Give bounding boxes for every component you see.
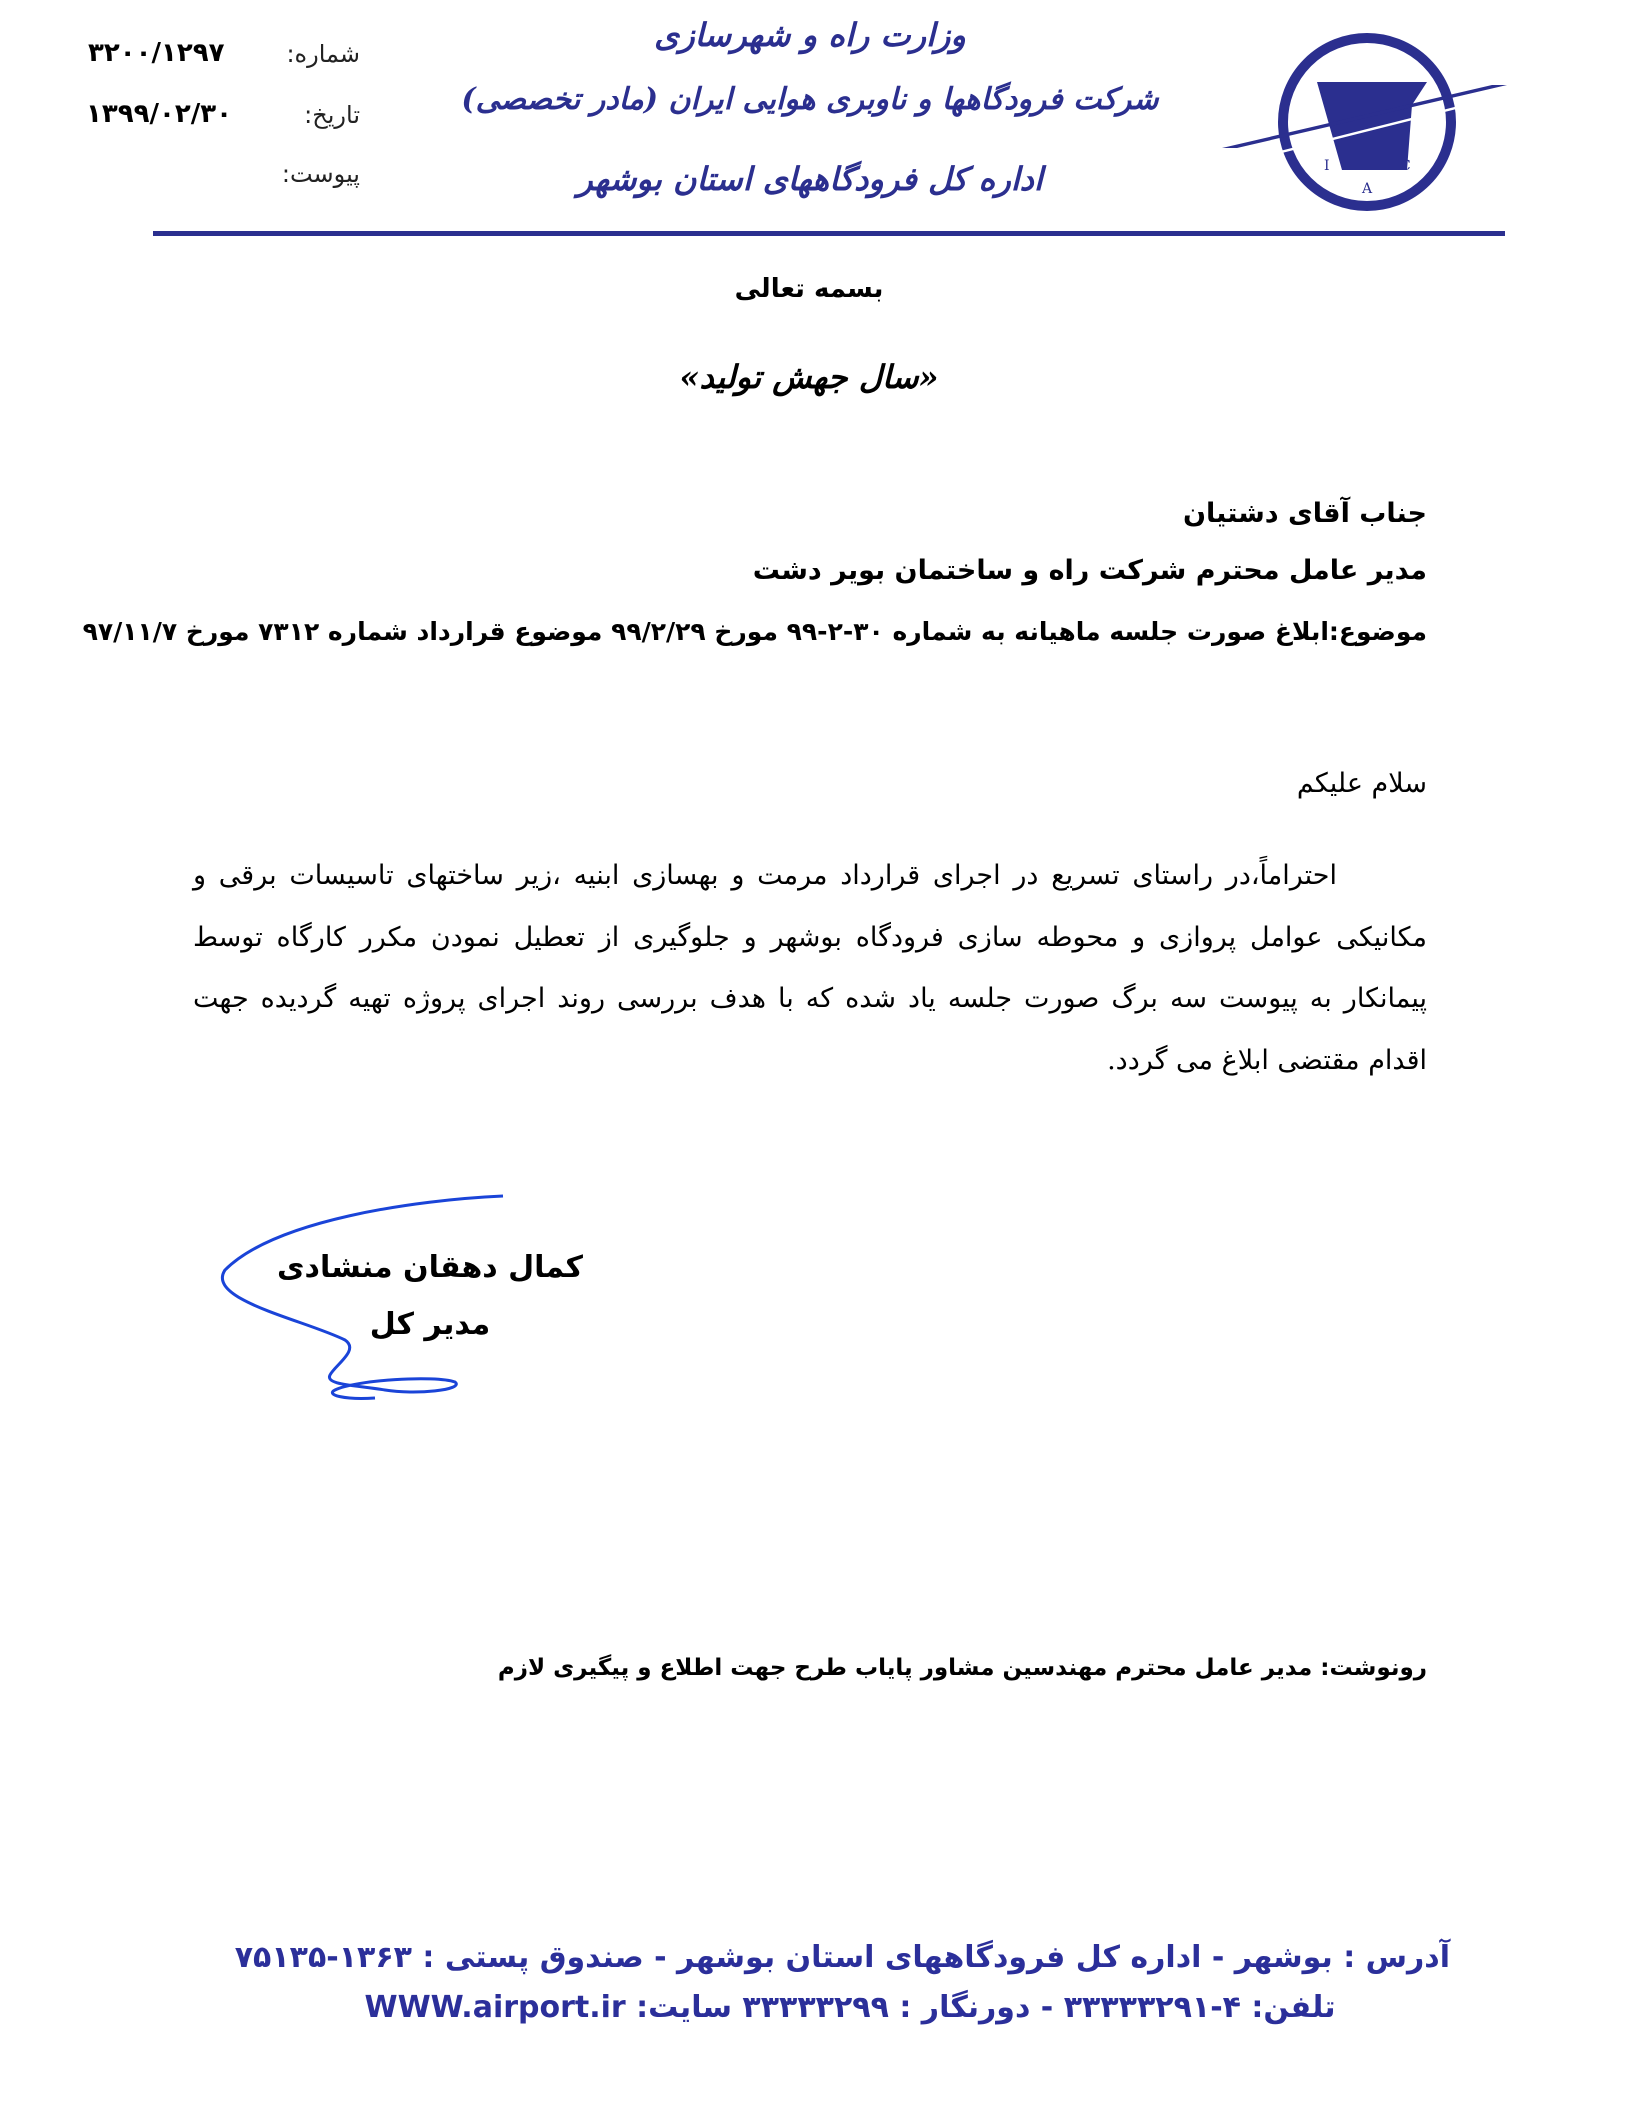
- header-divider: [153, 231, 1505, 236]
- svg-text:A: A: [1362, 181, 1373, 197]
- svg-text:I: I: [1324, 158, 1330, 174]
- attachment-label: پیوست:: [281, 160, 360, 188]
- organization-logo: [1222, 30, 1512, 215]
- ministry-title: وزارت راه و شهرسازی: [654, 16, 966, 54]
- number-value: ۳۲۰۰/۱۲۹۷: [88, 38, 225, 68]
- office-title: اداره کل فرودگاههای استان بوشهر: [577, 160, 1043, 198]
- company-title: شرکت فرودگاهها و ناوبری هوایی ایران (مادر تخصصی): [461, 82, 1159, 117]
- greeting: سلام علیکم: [1296, 768, 1427, 799]
- recipient-name: جناب آقای دشتیان: [1182, 498, 1427, 529]
- date-value: ۱۳۹۹/۰۲/۳۰: [86, 99, 232, 129]
- footer-contact: تلفن: ۴-۳۳۳۳۳۲۹۱ - دورنگار : ۳۳۳۳۳۲۹۹ سایت: WWW.airport.ir: [364, 1990, 1336, 2025]
- number-label: شماره:: [286, 40, 360, 68]
- date-label: تاریخ:: [304, 101, 360, 129]
- subject-line: موضوع:ابلاغ صورت جلسه ماهیانه به شماره ۳۰-۲-۹۹ مورخ ۹۹/۲/۲۹ موضوع قرارداد شماره ۷۳۱۲ مورخ ۹۷/۱۱/۷: [82, 617, 1427, 646]
- svg-text:C: C: [1400, 158, 1411, 174]
- signer-name: کمال دهقان منشادی: [277, 1250, 583, 1285]
- signature-scribble: [215, 1190, 515, 1420]
- cc-line: رونوشت: مدیر عامل محترم مهندسین مشاور پایاب طرح جهت اطلاع و پیگیری لازم: [497, 1655, 1427, 1681]
- footer-address: آدرس : بوشهر - اداره کل فرودگاههای استان بوشهر - صندوق پستی : ۱۳۶۳-۷۵۱۳۵: [234, 1940, 1450, 1975]
- recipient-title: مدیر عامل محترم شرکت راه و ساختمان بویر دشت: [752, 555, 1427, 586]
- body-paragraph: احتراماً،در راستای تسریع در اجرای قرارداد مرمت و بهسازی ابنیه ،زیر ساختهای تاسیسات برقی و مکانیکی عوامل پروازی و محوطه سازی فرودگاه بوشهر و جلوگیری از تعطیل نمودن مکرر کارگاه توسط پیمانکار به پیوست سه برگ صورت جلسه یاد شده که با هدف بررسی روند اجرای پروژه تهیه گردیده جهت اقدام مقتضی ابلاغ می گردد.: [193, 860, 1427, 1076]
- year-motto: «سال جهش تولید»: [679, 358, 939, 396]
- invocation: بسمه تعالی: [734, 274, 884, 304]
- signer-title: مدیر کل: [369, 1307, 491, 1342]
